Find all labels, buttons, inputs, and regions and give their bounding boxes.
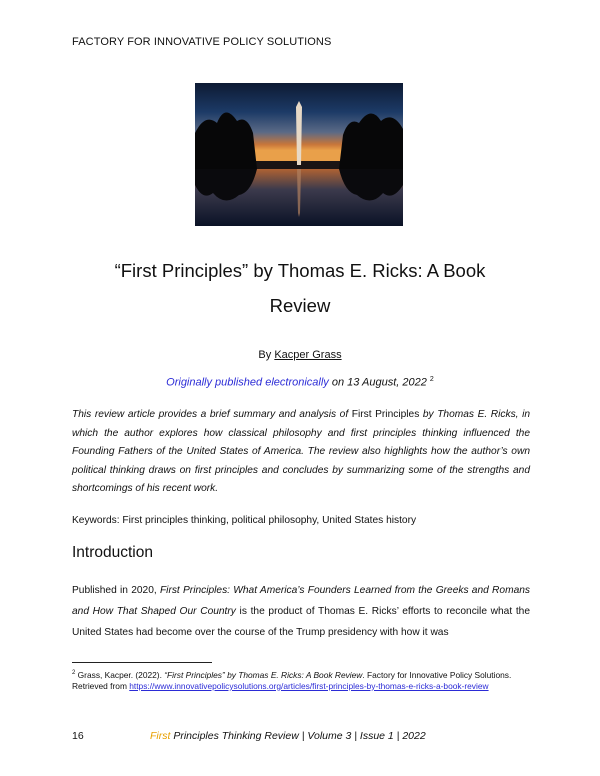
journal-footer bbox=[150, 730, 426, 742]
byline bbox=[0, 349, 600, 361]
intro-text-2: is the product of Thomas E. Ricks’ efforts to reconcile what the United States had become over the course of the Trump presidency with how it was bbox=[72, 606, 530, 638]
published-link[interactable]: Originally published electronically bbox=[166, 376, 329, 389]
author-link[interactable]: Kacper Grass bbox=[274, 349, 342, 361]
footnote-marker: 2 bbox=[72, 670, 76, 676]
intro-text-1: Published in 2020, bbox=[72, 585, 160, 596]
article-title-line2: Review bbox=[269, 295, 331, 316]
abstract-paragraph bbox=[72, 406, 530, 499]
footnote-url-link[interactable]: https://www.innovativepolicysolutions.org/articles/first-principles-by-thomas-e-ricks-a-book-review bbox=[129, 680, 489, 691]
keywords-line: Keywords: First principles thinking, political philosophy, United States history bbox=[72, 515, 417, 526]
footnote-citation-end: . Factory for Innovative Policy Solutions. Retrieved from bbox=[72, 669, 512, 691]
publication-note bbox=[0, 376, 600, 389]
footnote-citation-title: “First Principles” by Thomas E. Ricks: A Book Review bbox=[164, 669, 363, 680]
abstract-text-2: by Thomas E. Ricks, in which the author explores how classical philosophy and first principles thinking influenced the Founding Fathers of the United States of America. The review also highlights how the author’s own political thinking draws on first principles and concludes by summarizing some of the strengths and shortcomings of his recent work. bbox=[72, 409, 531, 495]
footnote-citation-start: Grass, Kacper. (2022). bbox=[75, 669, 165, 680]
journal-details: Principles Thinking Review | Volume 3 | Issue 1 | 2022 bbox=[170, 730, 426, 742]
intro-paragraph bbox=[72, 580, 530, 643]
footnote bbox=[72, 668, 530, 692]
journal-first-word: First bbox=[150, 730, 171, 742]
abstract-text-1: This review article provides a brief summary and analysis of bbox=[72, 409, 352, 420]
abstract-book-title: First Principles bbox=[351, 409, 420, 420]
section-heading: Introduction bbox=[72, 544, 153, 561]
washington-monument-photo bbox=[195, 83, 403, 226]
organization-header: FACTORY FOR INNOVATIVE POLICY SOLUTIONS bbox=[72, 36, 332, 48]
footnote-divider bbox=[72, 662, 212, 663]
page-number: 16 bbox=[72, 730, 84, 742]
footnote-reference[interactable]: 2 bbox=[429, 376, 434, 383]
intro-book-title: First Principles: What America’s Founders Learned from the Greeks and Romans and How That Shaped Our Country bbox=[72, 585, 530, 617]
byline-prefix: By bbox=[258, 349, 275, 361]
article-title-line1: “First Principles” by Thomas E. Ricks: A Book bbox=[114, 260, 486, 281]
published-date: on 13 August, 2022 bbox=[328, 376, 430, 389]
